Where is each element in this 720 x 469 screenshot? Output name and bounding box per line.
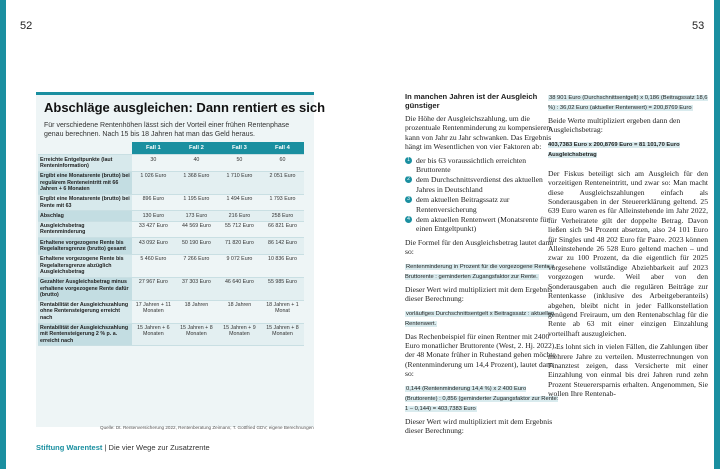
table-cell: 71 820 Euro	[218, 238, 261, 255]
text-column-1	[405, 92, 560, 439]
formula-highlight: Rentenminderung in Prozent für die vorgezogene Rente x Bruttorente : geminderten Zugangsfaktor zur Rente.	[405, 263, 555, 280]
table-cell: 1 368 Euro	[175, 171, 218, 194]
table-cell: 2 051 Euro	[261, 171, 304, 194]
row-label: Ergibt eine Monatsrente (brutto) bei regulärem Renteneintritt mit 66 Jahren + 6 Monaten	[38, 171, 132, 194]
table-header-row	[38, 142, 304, 155]
paragraph: Das Rechenbeispiel für einen Rentner mit 2400 Euro monatlicher Bruttorente (West, 2. Hj. 2022), der 48 Monate früher in Ruhestand gehen möchte (Rentenminderung um 14,4 Prozent), lautet dann so:	[405, 331, 557, 379]
list-item	[405, 156, 560, 175]
formula-result-highlight: 403,7383 Euro x 200,8769 Euro = 81 101,70 Euro Ausgleichsbetrag	[548, 141, 680, 158]
number-badge: 2	[405, 176, 412, 183]
table-cell: 43 092 Euro	[132, 238, 175, 255]
formula-highlight: 38 901 Euro (Durchschnittsentgelt) x 0,186 (Beitragssatz 18,6 %) : 36,02 Euro (aktueller Rentenwert) = 200,8769 Euro	[548, 95, 708, 111]
table-row	[38, 300, 304, 323]
table-cell: 15 Jahren + 8 Monaten	[261, 323, 304, 346]
table-cell: 40	[175, 155, 218, 172]
list-item-text: dem aktuellen Rentenwert (Monatsrente für einen Entgeltpunkt)	[416, 215, 549, 234]
paragraph: Dieser Wert wird multipliziert mit dem Ergebnis dieser Berechnung:	[405, 284, 553, 304]
table-header-cell: Fall 3	[218, 142, 261, 155]
row-label: Erhaltene vorgezogene Rente bis Regelaltersgrenze abzüglich Ausgleichsbetrag	[38, 254, 132, 277]
table-cell: 55 712 Euro	[218, 221, 261, 238]
table-cell: 44 569 Euro	[175, 221, 218, 238]
list-item	[405, 175, 560, 194]
table-cell: 15 Jahren + 9 Monaten	[218, 323, 261, 346]
paragraph: Die Höhe der Ausgleichszahlung, um die prozentuale Rentenminderung zu kompensieren, kann von Jahr zu Jahr schwanken. Das Ergebnis hängt im Wesentlichen von vier Faktoren ab:	[405, 114, 553, 152]
table-row	[38, 155, 304, 172]
table-cell: 30	[132, 155, 175, 172]
list-item-text: dem Durchschnittsverdienst des aktuellen Jahres in Deutschland	[416, 175, 543, 194]
table-cell: 18 Jahren + 1 Monat	[261, 300, 304, 323]
row-label: Rentabilität der Ausgleichszahlung ohne Rentensteigerung erreicht nach	[38, 300, 132, 323]
paragraph: Der Fiskus beteiligt sich am Ausgleich für den vorzeitigen Renteneintritt, und zwar so: Man macht diese Ausgleichszahlungen einfach als Sonderausgaben in der Steuererklärung geltend. 25 639 Euro waren es für Alleinstehende im Jahr 2022, für Verheiratete gilt der doppelte Betrag. Davon ließen sich 94 Prozent absetzen, also 24 101 Euro für Singles und 48 202 Euro für Paare. 2023 können Alleinstehende 26 528 Euro geltend machen – und zwar zu 100 Prozent, da die eigentlich für 2025 vorgesehene vollständige Abziehbarkeit auf 2023 vorgezogen wurde. Weil aber von den Sonderausgaben auch die regulären Beiträge zur Rentenkasse (inklusive des Arbeitgeberanteils) abgehen, bleibt nicht in jeder Fallkonstellation genügend Freiraum, um den Rentenabschlag für die Rente ab 63 mit einer einzigen Einzahlung vorteilhaft auszugleichen.	[548, 168, 708, 338]
table-cell: 896 Euro	[132, 194, 175, 211]
table-cell: 1 195 Euro	[175, 194, 218, 211]
table-cell: 46 640 Euro	[218, 277, 261, 300]
table-cell: 5 460 Euro	[132, 254, 175, 277]
number-badge: 4	[405, 216, 412, 223]
page-number-left: 52	[20, 20, 33, 32]
row-label: Ergibt eine Monatsrente (brutto) bei Rente mit 63	[38, 194, 132, 211]
table-cell: 258 Euro	[261, 211, 304, 221]
formula-highlight: 0,144 (Rentenminderung 14,4 %) x 2 400 Euro (Bruttorente) : 0,856 (geminderter Zugangsfaktor zur Rente: 1 – 0,144) = 403,7383 Euro	[405, 385, 559, 412]
table-cell: 60	[261, 155, 304, 172]
table-cell: 1 793 Euro	[261, 194, 304, 211]
row-label: Abschlag	[38, 211, 132, 221]
table-cell: 50	[218, 155, 261, 172]
list-item-text: der bis 63 voraussichtlich erreichten Bruttorente	[416, 155, 527, 175]
footer-separator: |	[104, 443, 107, 452]
table-cell: 55 985 Euro	[261, 277, 304, 300]
section-heading: In manchen Jahren ist der Ausgleich günstiger	[405, 92, 538, 110]
table-cell: 17 Jahren + 11 Monaten	[132, 300, 175, 323]
list-item	[405, 195, 560, 214]
row-label: Erhaltene vorgezogene Rente bis Regelaltersgrenze (brutto) gesamt	[38, 238, 132, 255]
table-cell: 130 Euro	[132, 211, 175, 221]
table-row	[38, 221, 304, 238]
table-cell: 50 190 Euro	[175, 238, 218, 255]
table-cell: 216 Euro	[218, 211, 261, 221]
factor-list	[405, 156, 560, 234]
list-item-text: dem aktuellen Beitragssatz zur Rentenversicherung	[416, 195, 510, 214]
comparison-table	[38, 142, 304, 346]
table-cell: 7 266 Euro	[175, 254, 218, 277]
table-header-cell: Fall 4	[261, 142, 304, 155]
table-cell: 1 026 Euro	[132, 171, 175, 194]
table-row	[38, 194, 304, 211]
table-row	[38, 238, 304, 255]
table-cell: 9 072 Euro	[218, 254, 261, 277]
table-cell: 1 494 Euro	[218, 194, 261, 211]
number-badge: 3	[405, 196, 412, 203]
table-cell: 18 Jahren	[175, 300, 218, 323]
list-item	[405, 215, 560, 234]
paragraph: Beide Werte multipliziert ergeben dann den Ausgleichsbetrag:	[548, 116, 681, 135]
table-cell: 15 Jahren + 6 Monaten	[132, 323, 175, 346]
page-edge-right	[714, 0, 720, 469]
table-cell: 27 967 Euro	[132, 277, 175, 300]
table-header-cell: Fall 1	[132, 142, 175, 155]
info-box-intro: Für verschiedene Rentenhöhen lässt sich der Vorteil einer frühen Rentenphase genau berechnen. Nach 15 bis 18 Jahren hat man das Geld heraus.	[44, 122, 290, 138]
table-cell: 37 303 Euro	[175, 277, 218, 300]
page-number-right: 53	[692, 20, 705, 32]
paragraph: Die Formel für den Ausgleichsbetrag lautet dann so:	[405, 237, 554, 257]
table-cell: 10 836 Euro	[261, 254, 304, 277]
row-label: Gezahlter Ausgleichsbetrag minus erhaltene vorgezogene Rente dafür (brutto)	[38, 277, 132, 300]
table-source: Quelle: Dt. Rentenversicherung 2022, Rentenberatung Zeimann; T. Gottfried GDV; eigene Berechnungen	[100, 425, 314, 430]
table-row	[38, 211, 304, 221]
table-row	[38, 254, 304, 277]
row-label: Erreichte Entgeltpunkte (laut Renteninformation)	[38, 155, 132, 172]
text-column-2	[548, 92, 708, 403]
table-row	[38, 323, 304, 346]
info-box-title: Abschläge ausgleichen: Dann rentiert es sich	[44, 100, 326, 115]
table-cell: 15 Jahren + 8 Monaten	[175, 323, 218, 346]
table-header-cell: Fall 2	[175, 142, 218, 155]
table-cell: 66 821 Euro	[261, 221, 304, 238]
table-cell: 1 710 Euro	[218, 171, 261, 194]
table-cell: 18 Jahren	[218, 300, 261, 323]
table-row	[38, 171, 304, 194]
footer-title: Die vier Wege zur Zusatzrente	[108, 443, 210, 452]
number-badge: 1	[405, 157, 412, 164]
page-footer	[36, 443, 210, 452]
table-cell: 33 427 Euro	[132, 221, 175, 238]
row-label: Ausgleichsbetrag Rentenminderung	[38, 221, 132, 238]
table-cell: 173 Euro	[175, 211, 218, 221]
paragraph: Dieser Wert wird multipliziert mit dem Ergebnis dieser Berechnung:	[405, 416, 553, 435]
row-label: Rentabilität der Ausgleichszahlung mit Rentensteigerung 2 % p. a. erreicht nach	[38, 323, 132, 346]
paragraph: Es lohnt sich in vielen Fällen, die Zahlungen über mehrere Jahre zu verteilen. Musterrechnungen von Finanztest zeigen, dass Versicherte mit einer Einzahlung von einmal bis drei Jahren rund zehn Prozent Steuerersparnis erhalten. Angenommen, Sie wollen Ihre Rentenab-	[548, 342, 708, 399]
page-edge-left	[0, 0, 6, 469]
footer-brand: Stiftung Warentest	[36, 443, 103, 452]
table-cell: 86 142 Euro	[261, 238, 304, 255]
table-row	[38, 277, 304, 300]
table-header-empty	[38, 142, 132, 155]
formula-highlight: vorläufiges Durchschnittsentgelt x Beitragssatz : aktuellen Rentenwert.	[405, 310, 555, 327]
